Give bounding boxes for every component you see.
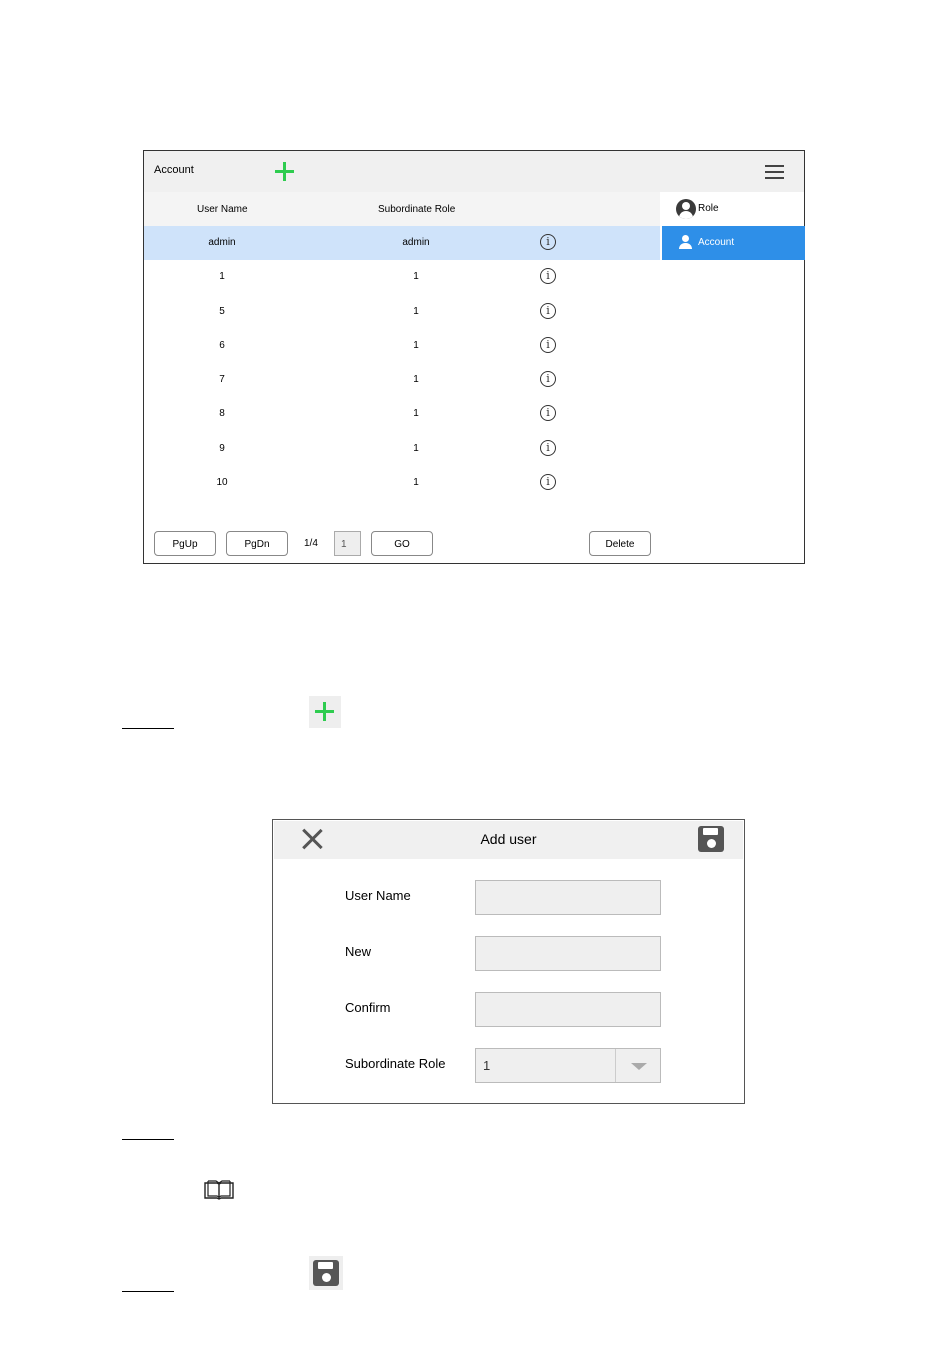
user-name-cell: 9	[219, 442, 225, 454]
select-divider	[615, 1049, 616, 1082]
plus-icon-illustration	[309, 696, 341, 728]
step-underline	[122, 728, 174, 729]
user-name-input[interactable]	[475, 880, 661, 915]
role-cell: admin	[402, 237, 430, 248]
table-header	[144, 192, 660, 226]
close-icon[interactable]	[301, 828, 323, 850]
info-icon[interactable]: i	[540, 337, 556, 353]
page-input[interactable]: 1	[334, 531, 361, 556]
account-title: Account	[154, 164, 194, 176]
info-icon[interactable]: i	[540, 371, 556, 387]
new-password-input[interactable]	[475, 936, 661, 971]
add-user-dialog	[272, 819, 745, 1104]
user-name-cell: 8	[219, 408, 225, 420]
save-icon-illustration	[309, 1256, 343, 1290]
role-cell: 1	[413, 477, 419, 489]
table-row[interactable]	[144, 432, 660, 466]
delete-button[interactable]: Delete	[589, 531, 651, 556]
account-panel	[143, 150, 805, 564]
book-icon	[203, 1180, 235, 1200]
info-icon[interactable]: i	[540, 440, 556, 456]
subordinate-role-label: Subordinate Role	[345, 1056, 446, 1071]
table-row[interactable]	[144, 226, 660, 260]
save-icon	[313, 1260, 339, 1286]
account-table	[144, 192, 660, 500]
column-subordinate-role: Subordinate Role	[378, 204, 456, 215]
page-indicator: 1/4	[304, 538, 318, 549]
plus-icon[interactable]	[275, 162, 294, 181]
role-cell: 1	[413, 442, 419, 454]
column-user-name: User Name	[197, 204, 248, 215]
user-name-cell: 5	[219, 305, 225, 317]
subordinate-role-select[interactable]	[475, 1048, 661, 1083]
table-row[interactable]	[144, 397, 660, 431]
user-name-cell: admin	[208, 237, 236, 248]
table-row[interactable]	[144, 329, 660, 363]
plus-icon	[315, 702, 335, 722]
step-underline	[122, 1139, 174, 1140]
table-row[interactable]	[144, 295, 660, 329]
role-icon	[676, 199, 696, 219]
menu-icon[interactable]	[765, 165, 784, 179]
role-cell: 1	[413, 339, 419, 351]
account-header	[144, 151, 804, 192]
pgdn-button[interactable]: PgDn	[226, 531, 288, 556]
role-cell: 1	[413, 305, 419, 317]
user-name-label: User Name	[345, 888, 411, 903]
chevron-down-icon	[631, 1063, 647, 1070]
info-icon[interactable]: i	[540, 405, 556, 421]
info-icon[interactable]: i	[540, 474, 556, 490]
sidebar	[662, 192, 805, 260]
pgup-button[interactable]: PgUp	[154, 531, 216, 556]
confirm-password-input[interactable]	[475, 992, 661, 1027]
save-icon[interactable]	[698, 826, 724, 852]
role-cell: 1	[413, 374, 419, 386]
sidebar-item-label: Role	[698, 203, 719, 214]
confirm-password-label: Confirm	[345, 1000, 391, 1015]
role-cell: 1	[413, 408, 419, 420]
sidebar-item-label: Account	[698, 237, 735, 248]
dialog-title: Add user	[480, 831, 537, 847]
table-row[interactable]	[144, 363, 660, 397]
step-underline	[122, 1291, 174, 1292]
sidebar-item-role[interactable]	[662, 192, 805, 226]
table-row[interactable]	[144, 260, 660, 294]
subordinate-role-value: 1	[483, 1058, 491, 1073]
info-icon[interactable]: i	[540, 303, 556, 319]
account-icon	[679, 235, 692, 249]
info-icon[interactable]: i	[540, 268, 556, 284]
user-name-cell: 6	[219, 339, 225, 351]
info-icon[interactable]: i	[540, 234, 556, 250]
dialog-header	[274, 821, 743, 859]
sidebar-item-account[interactable]	[662, 226, 805, 260]
user-name-cell: 10	[216, 477, 228, 489]
table-row[interactable]	[144, 466, 660, 500]
role-cell: 1	[413, 271, 419, 283]
go-button[interactable]: GO	[371, 531, 433, 556]
user-name-cell: 7	[219, 374, 225, 386]
user-name-cell: 1	[219, 271, 225, 283]
new-password-label: New	[345, 944, 372, 959]
